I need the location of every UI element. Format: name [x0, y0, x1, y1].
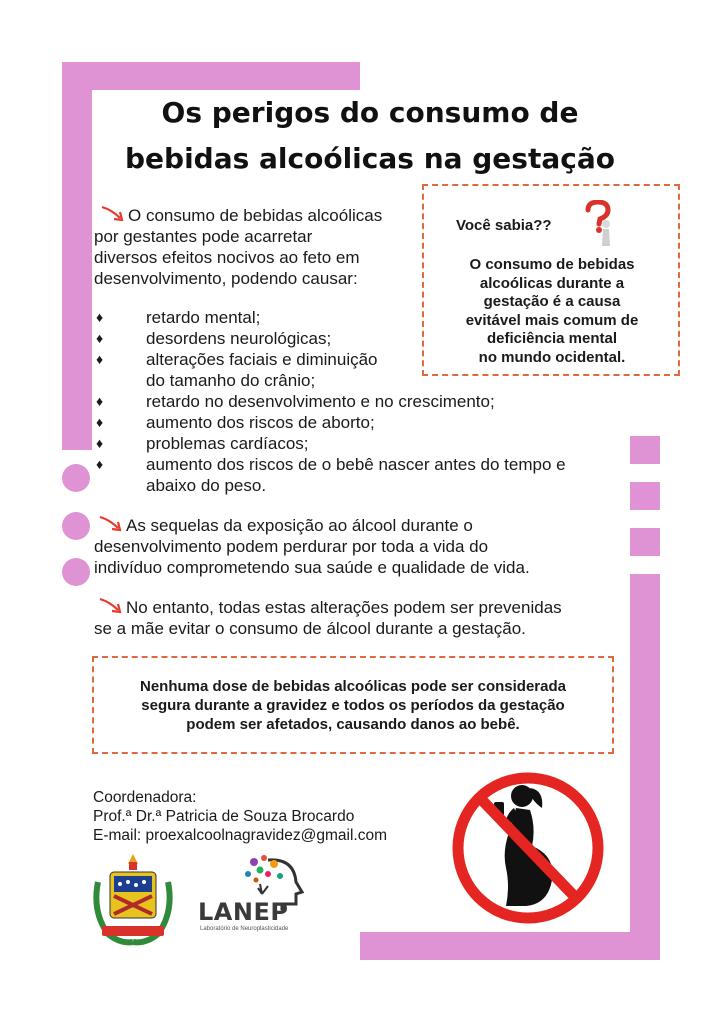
arrow-icon	[100, 204, 126, 224]
did-you-know-line: O consumo de bebidas	[469, 256, 635, 273]
effects-list	[94, 307, 666, 496]
bullet-icon: ♦	[96, 456, 104, 472]
bullet-icon: ♦	[96, 435, 104, 451]
intro-line	[100, 204, 424, 226]
intro-line: por gestantes pode acarretar	[94, 227, 313, 246]
effect-item	[94, 433, 666, 454]
frame-notch	[630, 510, 660, 528]
effect-text: alterações faciais e diminuição	[146, 350, 378, 369]
coordinator-name: Prof.ª Dr.ª Patricia de Souza Brocardo	[93, 808, 355, 825]
prevention-paragraph	[94, 596, 624, 639]
no-alcohol-pregnancy-icon	[444, 768, 612, 928]
did-you-know-line: alcoólicas durante a	[479, 274, 625, 292]
coordinator-email: E-mail: proexalcoolnagravidez@gmail.com	[93, 827, 387, 844]
arrow-icon	[98, 514, 124, 534]
frame-bottom-bar	[360, 932, 660, 960]
did-you-know-line: gestação é a causa	[483, 293, 621, 310]
effect-text: problemas cardíacos;	[146, 434, 309, 453]
effect-text: aumento dos riscos de o bebê nascer antes do tempo e	[146, 455, 566, 474]
bullet-icon: ♦	[96, 414, 104, 430]
decor-circle	[62, 464, 90, 492]
title-line: bebidas alcoólicas na gestação	[125, 142, 615, 175]
prevention-line	[98, 596, 624, 618]
intro-paragraph	[94, 204, 424, 289]
lanep-name: LANEP	[198, 898, 289, 926]
prevention-line: se a mãe evitar o consumo de álcool durante a gestação.	[94, 619, 526, 638]
intro-text: O consumo de bebidas alcoólicas	[128, 206, 383, 225]
decor-circle	[62, 558, 90, 586]
did-you-know-question: Você sabia??	[456, 217, 552, 234]
effect-text: desordens neurológicas;	[146, 329, 332, 348]
frame-notch	[630, 556, 660, 574]
warning-line: Nenhuma dose de bebidas alcoólicas pode ser considerada	[140, 677, 566, 695]
sequelas-text: As sequelas da exposição ao álcool durante o	[126, 516, 473, 535]
question-person-icon	[582, 200, 616, 248]
bullet-icon: ♦	[96, 330, 104, 346]
effect-text-cont: abaixo do peso.	[146, 476, 267, 495]
sequelas-line	[98, 514, 624, 536]
arrow-icon	[98, 596, 124, 616]
prevention-text: No entanto, todas estas alterações podem ser prevenidas	[126, 598, 562, 617]
effect-item	[94, 307, 666, 328]
title-line: Os perigos do consumo de	[161, 96, 579, 129]
frame-left-bar	[62, 62, 92, 450]
effect-text: retardo mental;	[146, 308, 261, 327]
effect-text: retardo no desenvolvimento e no crescimento;	[146, 392, 495, 411]
sequelas-line: indivíduo comprometendo sua saúde e qualidade de vida.	[94, 558, 530, 577]
bullet-icon: ♦	[96, 309, 104, 325]
page-title	[100, 90, 640, 182]
effect-item	[94, 412, 666, 433]
warning-line: segura durante a gravidez e todos os períodos da gestação	[141, 696, 565, 714]
sequelas-line: desenvolvimento podem perdurar por toda a vida do	[94, 537, 489, 556]
effect-item	[94, 349, 666, 391]
decor-circle	[62, 512, 90, 540]
bullet-icon: ♦	[96, 393, 104, 409]
did-you-know-line: deficiência mental	[486, 330, 618, 347]
effect-item	[94, 391, 666, 412]
lanep-subtitle: Laboratório de Neuroplasticidade	[200, 926, 289, 932]
intro-line: diversos efeitos nocivos ao feto em	[94, 248, 360, 267]
effect-text-cont: do tamanho do crânio;	[146, 371, 316, 390]
effect-item	[94, 454, 666, 496]
sequelas-paragraph	[94, 514, 624, 578]
intro-line: desenvolvimento, podendo causar:	[94, 269, 358, 288]
warning-text	[140, 677, 566, 734]
coordinator-label: Coordenadora:	[93, 789, 197, 806]
coordinator-info	[93, 788, 387, 845]
frame-top-bar	[62, 62, 360, 90]
ufsc-crest-icon	[88, 852, 178, 950]
effect-item	[94, 328, 666, 349]
lanep-logo	[198, 854, 318, 934]
warning-box	[92, 656, 614, 754]
effect-text: aumento dos riscos de aborto;	[146, 413, 375, 432]
warning-line: podem ser afetados, causando danos ao bebê.	[186, 715, 520, 733]
did-you-know-line: evitável mais comum de	[465, 311, 639, 329]
did-you-know-line: no mundo ocidental.	[478, 348, 626, 366]
bullet-icon: ♦	[96, 351, 104, 367]
